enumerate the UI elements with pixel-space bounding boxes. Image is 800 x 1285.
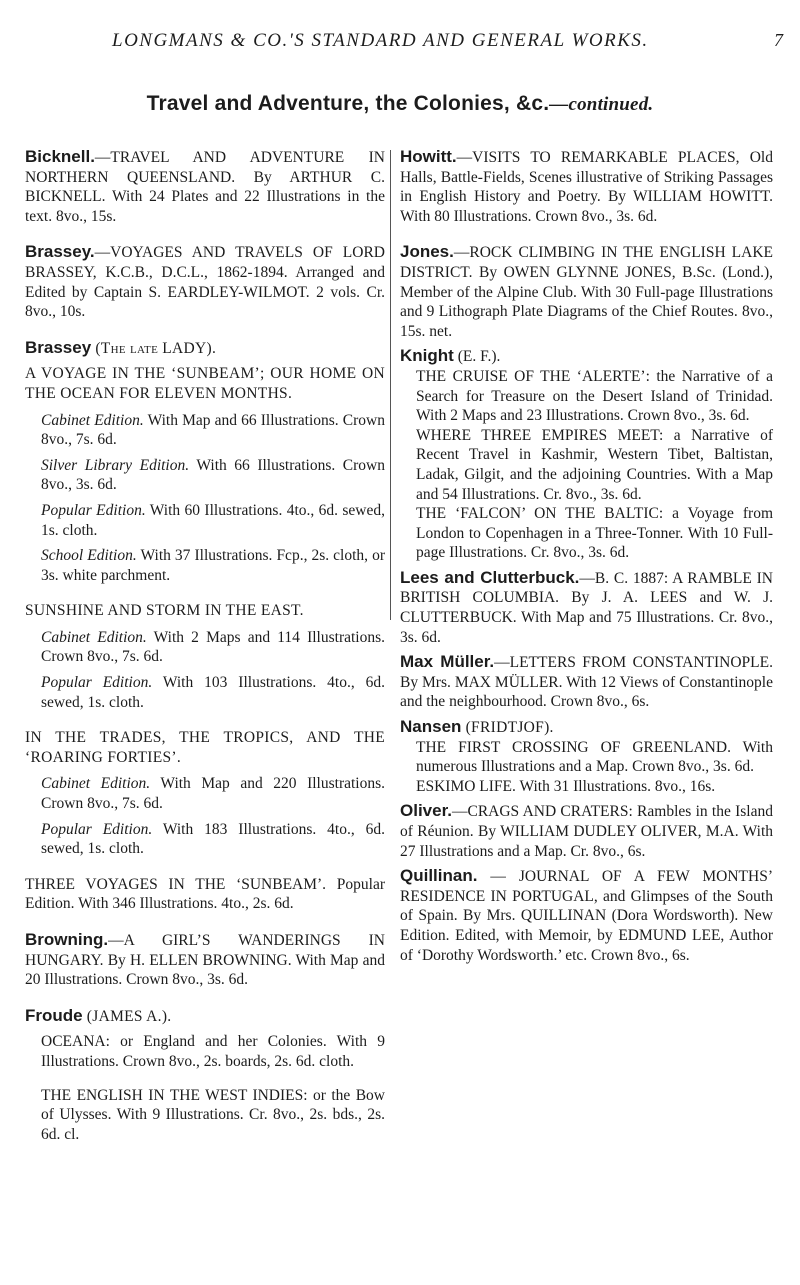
work-three-empires: WHERE THREE EMPIRES MEET: a Narrative of Recent Travel in Kashmir, Western Tibet, Baltistan, Ladak, Gilgit, and the adjoining Countries. With a Map and 54 Illustrations. Cr. 8vo., 3s. 6d. [416, 426, 773, 503]
edition-item [41, 411, 385, 450]
edition-details: With 37 Illustrations. Fcp., 2s. cloth, or 3s. white parchment. [41, 547, 386, 584]
entry-oliver [400, 801, 773, 861]
entry-text: — JOURNAL OF A FEW MONTHS’ RESIDENCE IN PORTUGAL, and Glimpses of the South of Spain. By Mrs. QUILLINAN (Dora Wordsworth). New Edition. Edited, with Memoir, by EDMUND LEE, Author of ‘Dorothy Wordsworth.’ etc. Crown 8vo., 6s. [400, 868, 773, 964]
author-name: Jones. [400, 242, 454, 262]
work-oceana: OCEANA: or England and her Colonies. With 9 Illustrations. Crown 8vo., 2s. boards, 2s. 6d. cloth. [41, 1033, 385, 1070]
edition-details: With Map and 66 Illustrations. Crown 8vo., 7s. 6d. [41, 411, 385, 449]
edition-name: Silver Library Edition. [41, 456, 190, 474]
entry-text: —VOYAGES AND TRAVELS OF LORD BRASSEY, K.C.B., D.C.L., 1862-1894. Arranged and Edited by Captain S. EARDLEY-WILMOT. 2 vols. Cr. 8vo., 10s. [25, 244, 385, 321]
work-english-west-indies: THE ENGLISH IN THE WEST INDIES: or the Bow of Ulysses. With 9 Illustrations. Cr. 8vo., 2s. bds., 2s. 6d. cl. [41, 1086, 385, 1143]
edition-list [41, 774, 385, 858]
edition-details: With 103 Illustrations. 4to., 6d. sewed, 1s. cloth. [41, 674, 385, 711]
edition-item [41, 628, 385, 667]
section-continued: —continued. [549, 94, 654, 115]
running-head: LONGMANS & CO.'S STANDARD AND GENERAL WORKS. [112, 30, 649, 51]
author-name: Lees and Clutterbuck. [400, 567, 580, 587]
edition-name: Cabinet Edition. [41, 411, 144, 429]
author-qualifier: (JAMES A.). [82, 1007, 172, 1025]
edition-name: Cabinet Edition. [41, 775, 151, 793]
right-column [400, 147, 773, 970]
entry-brassey-lady [25, 338, 385, 914]
author-name: Quillinan. [400, 866, 478, 886]
edition-list [41, 628, 385, 712]
author-name: Brassey [25, 337, 92, 357]
edition-list [41, 411, 385, 586]
entry-text: —TRAVEL AND ADVENTURE IN NORTHERN QUEENSLAND. By ARTHUR C. BICKNELL. With 24 Plates and 22 Illustrations in the text. 8vo., 15s. [25, 149, 385, 225]
entry-knight [400, 346, 773, 563]
edition-details: With 183 Illustrations. 4to., 6d. sewed, 1s. cloth. [41, 820, 385, 858]
work-greenland: THE FIRST CROSSING OF GREENLAND. With numerous Illustrations and a Map. Crown 8vo., 3s. 6d. [416, 738, 773, 776]
author-name: Knight [400, 346, 454, 366]
entry-text: —VISITS TO REMARKABLE PLACES, Old Halls, Battle-Fields, Scenes illustrative of Striking Passages in English History and Poetry. By WILLIAM HOWITT. With 80 Illustrations. Crown 8vo., 3s. 6d. [400, 149, 773, 225]
author-name: Howitt. [400, 147, 457, 166]
entry-browning [25, 930, 385, 990]
edition-item [41, 501, 385, 540]
edition-name: Popular Edition. [41, 820, 153, 838]
author-name: Froude [25, 1005, 83, 1025]
edition-item [41, 820, 385, 859]
edition-details: With 66 Illustrations. Crown 8vo., 3s. 6d. [41, 456, 385, 494]
author-name: Brassey. [25, 242, 95, 262]
entry-text: —CRAGS AND CRATERS: Rambles in the Island of Réunion. By WILLIAM DUDLEY OLIVER, M.A. With 27 Illustrations and a Map. Cr. 8vo., 6s. [400, 803, 773, 860]
work-eskimo-life: ESKIMO LIFE. With 31 Illustrations. 8vo., 16s. [416, 777, 716, 795]
edition-name: Popular Edition. [41, 501, 146, 519]
entry-quillinan [400, 866, 773, 965]
author-qualifier: (FRIDTJOF). [461, 719, 554, 737]
work-title: SUNSHINE AND STORM IN THE EAST. [25, 602, 304, 620]
page-number: 7 [774, 30, 783, 50]
entry-howitt [400, 147, 773, 226]
section-title-text: Travel and Adventure, the Colonies, &c. [146, 92, 550, 115]
edition-item [41, 546, 385, 585]
work-alerte: THE CRUISE OF THE ‘ALERTE’: the Narrative of a Search for Treasure on the Desert Island of Trinidad. With 2 Maps and 23 Illustrations. Crown 8vo., 3s. 6d. [416, 367, 773, 425]
entry-froude [25, 1006, 385, 1145]
entry-nansen [400, 717, 773, 796]
entry-text: —B. C. 1887: A RAMBLE IN BRITISH COLUMBIA. By J. A. LEES and W. J. CLUTTERBUCK. With Map and 75 Illustrations. Cr. 8vo., 3s. 6d. [400, 569, 773, 646]
author-name: Browning. [25, 930, 109, 949]
left-column [25, 147, 385, 1160]
edition-item [41, 774, 385, 813]
entry-lees [400, 568, 773, 647]
author-qualifier: (The late LADY). [91, 339, 217, 357]
edition-details: With Map and 220 Illustrations. Crown 8vo., 7s. 6d. [41, 775, 385, 813]
entry-text: —A GIRL’S WANDERINGS IN HUNGARY. By H. ELLEN BROWNING. With Map and 20 Illustrations. Crown 8vo., 3s. 6d. [25, 932, 385, 989]
edition-item [41, 456, 385, 495]
edition-item [41, 673, 385, 712]
work-title: IN THE TRADES, THE TROPICS, AND THE ‘ROARING FORTIES’. [25, 729, 385, 766]
work-title: A VOYAGE IN THE ‘SUNBEAM’; OUR HOME ON THE OCEAN FOR ELEVEN MONTHS. [25, 365, 385, 402]
edition-details: With 2 Maps and 114 Illustrations. Crown 8vo., 7s. 6d. [41, 628, 386, 666]
author-name: Oliver. [400, 801, 452, 821]
edition-details: With 60 Illustrations. 4to., 6d. sewed, 1s. cloth. [41, 501, 385, 539]
section-title [0, 92, 800, 116]
work-three-voyages: THREE VOYAGES IN THE ‘SUNBEAM’. Popular Edition. With 346 Illustrations. 4to., 2s. 6d. [25, 875, 385, 913]
edition-name: Cabinet Edition. [41, 628, 147, 646]
entry-text: —LETTERS FROM CONSTANTINOPLE. By Mrs. MAX MÜLLER. With 12 Views of Constantinople and the neighbourhood. Crown 8vo., 6s. [400, 654, 773, 711]
entry-brassey-lord [25, 242, 385, 321]
author-qualifier: (E. F.). [453, 348, 501, 366]
author-name: Bicknell. [25, 147, 95, 166]
entry-text: —ROCK CLIMBING IN THE ENGLISH LAKE DISTRICT. By OWEN GLYNNE JONES, B.Sc. (Lond.), Member of the Alpine Club. With 30 Full-page Illustrations and 9 Lithograph Plate Diagrams of the Chief Routes. 8vo., 15s. net. [400, 244, 773, 340]
work-falcon: THE ‘FALCON’ ON THE BALTIC: a Voyage from London to Copenhagen in a Three-Tonner. With 10 Full-page Illustrations. Cr. 8vo., 3s. 6d. [416, 505, 773, 562]
edition-name: Popular Edition. [41, 674, 153, 692]
column-divider [390, 150, 391, 620]
edition-name: School Edition. [41, 547, 137, 565]
entry-bicknell [25, 147, 385, 226]
entry-jones [400, 242, 773, 341]
author-name: Nansen [400, 717, 462, 737]
author-name: Max Müller. [400, 652, 495, 672]
entry-max-muller [400, 652, 773, 712]
